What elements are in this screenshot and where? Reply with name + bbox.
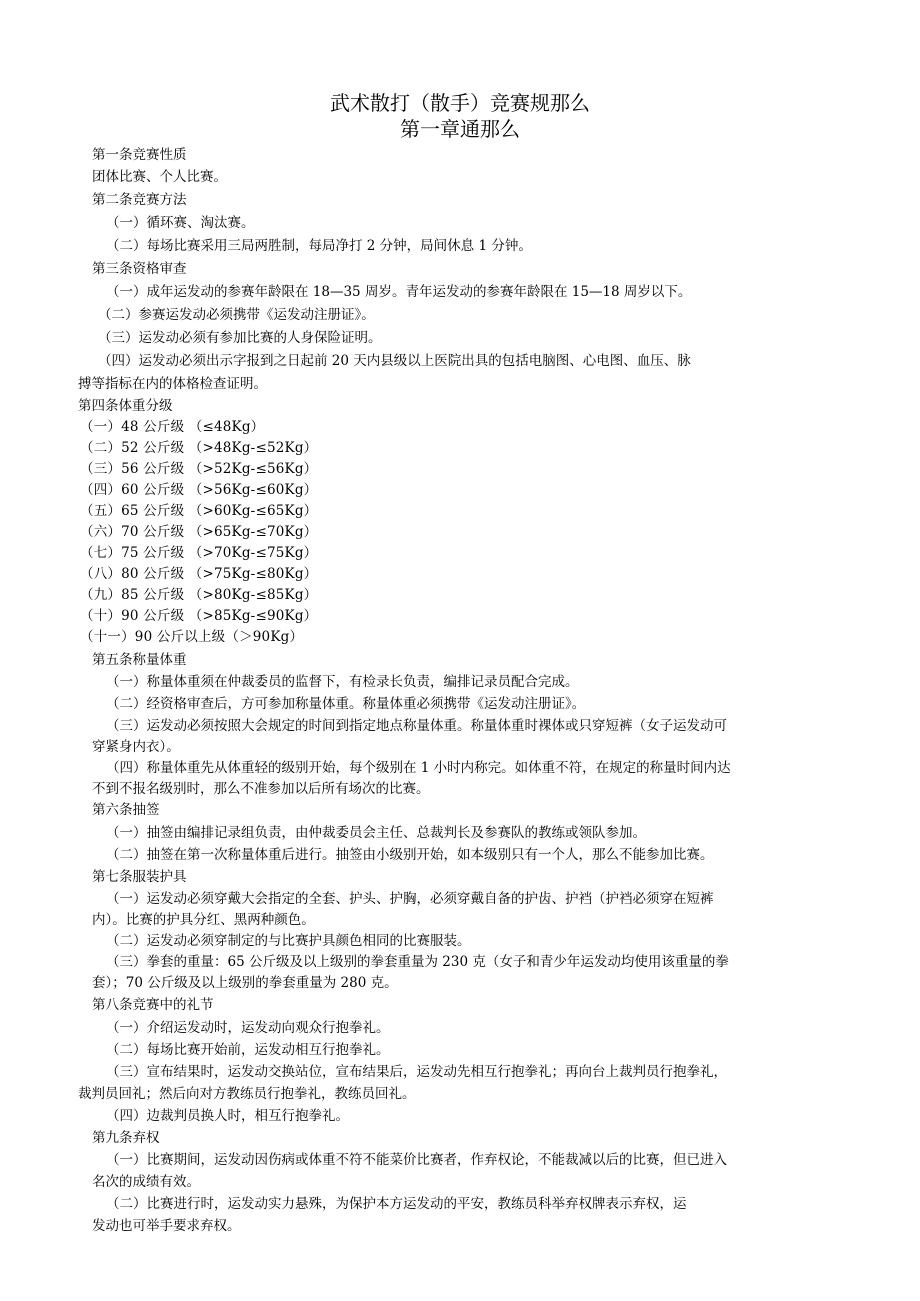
paragraph-line: （一）比赛期间，运发动因伤病或体重不符不能菜价比赛者，作弃权论，不能裁减以后的比赛，但已进入 [106, 1152, 727, 1168]
paragraph-line: （二）每场比赛采用三局两胜制，每局净打 2 分钟，局间休息 1 分钟。 [106, 238, 532, 254]
article-heading: 第九条弃权 [92, 1130, 160, 1146]
article-heading: 第三条资格审查 [92, 261, 187, 277]
paragraph-line: （三）拳套的重量：65 公斤级及以上级别的拳套重量为 230 克（女子和青少年运发动均使用该重量的拳 [106, 954, 729, 970]
paragraph-line: （三）运发动必须有参加比赛的人身保险证明。 [98, 330, 382, 346]
paragraph-line: （一）抽签由编排记录组负责，由仲裁委员会主任、总裁判长及参赛队的教练或领队参加。 [106, 825, 646, 841]
weight-class-line: （七）75 公斤级 （>70Kg-≤75Kg） [80, 545, 318, 561]
weight-class-line: （一）48 公斤级 （≤48Kg） [80, 419, 265, 435]
paragraph-line: （二）参赛运发动必须携带《运发动注册证》。 [98, 307, 375, 323]
chapter-title: 第一章通那么 [400, 117, 520, 141]
paragraph-line: （二）运发动必须穿制定的与比赛护具颜色相同的比赛服装。 [106, 933, 471, 949]
paragraph-line: （一）介绍运发动时，运发动向观众行抱拳礼。 [106, 1020, 390, 1036]
paragraph-line: 发动也可举手要求弃权。 [92, 1218, 241, 1234]
article-heading: 第七条服装护具 [92, 869, 187, 885]
paragraph-line: 裁判员回礼；然后向对方教练员行抱拳礼，教练员回礼。 [78, 1086, 416, 1102]
document-title: 武术散打（散手）竞赛规那么 [330, 91, 590, 115]
paragraph-line: 穿紧身内衣）。 [92, 739, 180, 755]
article-heading: 第一条竞赛性质 [92, 147, 187, 163]
article-heading: 第四条体重分级 [78, 398, 173, 414]
paragraph-line: 不到不报名级别时，那么不准参加以后所有场次的比赛。 [92, 781, 430, 797]
weight-class-line: （六）70 公斤级 （>65Kg-≤70Kg） [80, 524, 318, 540]
paragraph-line: （四）运发动必须出示字报到之日起前 20 天内县级以上医院出具的包括电脑图、心电图、血压、脉 [98, 353, 691, 369]
paragraph-line: 搏等指标在内的体格检查证明。 [78, 376, 267, 392]
paragraph-line: （三）运发动必须按照大会规定的时间到指定地点称量体重。称量体重时裸体或只穿短裤（女子运发动可 [106, 718, 727, 734]
paragraph-line: （一）循环赛、淘汰赛。 [106, 215, 255, 231]
weight-class-line: （九）85 公斤级 （>80Kg-≤85Kg） [80, 587, 318, 603]
weight-class-line: （二）52 公斤级 （>48Kg-≤52Kg） [80, 440, 318, 456]
weight-class-line: （三）56 公斤级 （>52Kg-≤56Kg） [80, 461, 318, 477]
paragraph-line: 套）；70 公斤级及以上级别的拳套重量为 280 克。 [92, 975, 398, 991]
paragraph-line: 名次的成绩有效。 [92, 1174, 200, 1190]
article-heading: 第六条抽签 [92, 802, 160, 818]
weight-class-line: （十）90 公斤级 （>85Kg-≤90Kg） [80, 608, 318, 624]
paragraph-line: 内）。比赛的护具分红、黑两种颜色。 [92, 912, 315, 928]
weight-class-line: （十一）90 公斤以上级（＞90Kg） [80, 629, 304, 645]
paragraph-line: （二）比赛进行时，运发动实力悬殊，为保护本方运发动的平安，教练员科举弃权牌表示弃权，运 [106, 1196, 687, 1212]
paragraph-line: （一）称量体重须在仲裁委员的监督下，有检录长负责，编排记录员配合完成。 [106, 674, 579, 690]
paragraph-line: （一）运发动必须穿戴大会指定的全套、护头、护胸，必须穿戴自备的护齿、护裆（护裆必须穿在短裤 [106, 891, 714, 907]
paragraph-line: 团体比赛、个人比赛。 [92, 169, 227, 185]
weight-class-line: （八）80 公斤级 （>75Kg-≤80Kg） [80, 566, 318, 582]
paragraph-line: （二）抽签在第一次称量体重后进行。抽签由小级别开始，如本级别只有一个人，那么不能参加比赛。 [106, 847, 714, 863]
article-heading: 第五条称量体重 [92, 652, 187, 668]
article-heading: 第八条竞赛中的礼节 [92, 997, 214, 1013]
paragraph-line: （一）成年运发动的参赛年龄限在 18—35 周岁。青年运发动的参赛年龄限在 15—18 周岁以下。 [106, 284, 692, 300]
paragraph-line: （三）宣布结果时，运发动交换站位，宣布结果后，运发动先相互行抱拳礼；再向台上裁判员行抱拳礼， [106, 1064, 727, 1080]
paragraph-line: （四）称量体重先从体重轻的级别开始，每个级别在 1 小时内称完。如体重不符，在规定的称量时间内达 [106, 760, 731, 776]
paragraph-line: （二）经资格审查后，方可参加称量体重。称量体重必须携带《运发动注册证》。 [106, 696, 586, 712]
paragraph-line: （四）边裁判员换人时，相互行抱拳礼。 [106, 1108, 349, 1124]
weight-class-line: （四）60 公斤级 （>56Kg-≤60Kg） [80, 482, 318, 498]
article-heading: 第二条竞赛方法 [92, 192, 187, 208]
paragraph-line: （二）每场比赛开始前，运发动相互行抱拳礼。 [106, 1042, 390, 1058]
weight-class-line: （五）65 公斤级 （>60Kg-≤65Kg） [80, 503, 318, 519]
